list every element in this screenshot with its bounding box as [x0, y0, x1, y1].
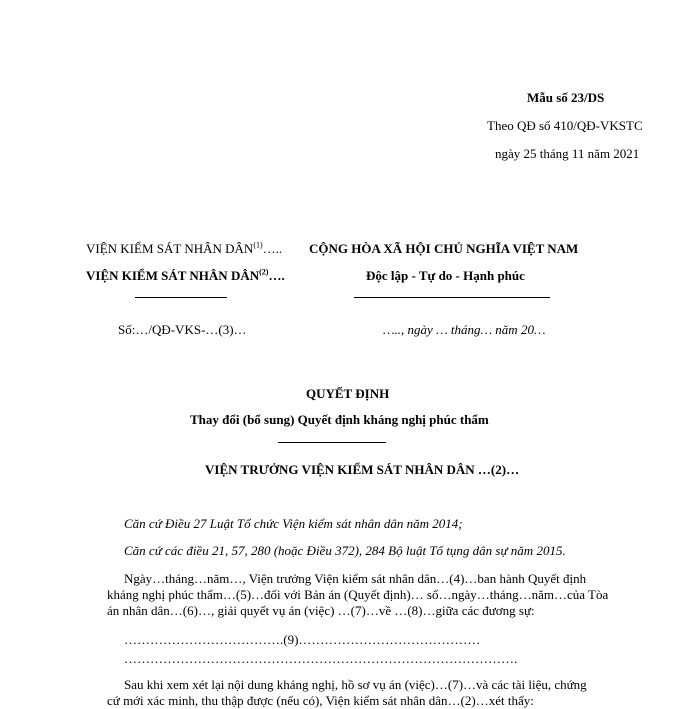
paragraph-1-line-2: kháng nghị phúc thẩm…(5)…đối với Bản án (Quyết định)… số…ngày…tháng…năm…của Tòa: [107, 587, 609, 602]
legal-basis-1: Căn cứ Điều 27 Luật Tổ chức Viện kiểm sát nhân dân năm 2014;: [124, 516, 463, 531]
document-number: Số:…/QĐ-VKS-…(3)…: [118, 322, 247, 337]
right-header-rule: [354, 297, 550, 298]
authority-heading: VIỆN TRƯỞNG VIỆN KIỂM SÁT NHÂN DÂN …(2)…: [205, 462, 520, 477]
legal-basis-2: Căn cứ các điều 21, 57, 280 (hoặc Điều 372), 284 Bộ luật Tố tụng dân sự năm 2015.: [124, 543, 566, 558]
decision-date: ngày 25 tháng 11 năm 2021: [495, 146, 640, 161]
agency-2-dots: ….: [268, 268, 285, 283]
agency-line-2: [86, 268, 285, 284]
paragraph-1-line-1: Ngày…tháng…năm…, Viện trưởng Viện kiểm sát nhân dân…(4)…ban hành Quyết định: [124, 571, 587, 586]
party-dots-line-1: ……………………………….(9)……………………………………: [124, 632, 481, 647]
agency-line-1: [86, 241, 282, 257]
agency-2-footnote: (2): [259, 267, 269, 277]
decision-subtitle: Thay đổi (bổ sung) Quyết định kháng nghị phúc thẩm: [190, 412, 489, 427]
paragraph-1-line-3: án nhân dân…(6)…, giải quyết vụ án (việc) …(7)…về …(8)…giữa các đương sự:: [107, 603, 535, 618]
agency-1-dots: …..: [262, 241, 283, 256]
paragraph-2-line-2: cứ mới xác minh, thu thập được (nếu có), Viện kiểm sát nhân dân…(2)…xét thấy:: [107, 693, 534, 708]
paragraph-2-line-1: Sau khi xem xét lại nội dung kháng nghị, hồ sơ vụ án (việc)…(7)…và các tài liệu, chứng: [124, 677, 587, 692]
place-date: ….., ngày … tháng… năm 20…: [383, 322, 546, 337]
agency-1-name: VIỆN KIỂM SÁT NHÂN DÂN: [86, 241, 254, 256]
party-dots-line-2: ……………………………………………………………………………….: [124, 651, 518, 666]
agency-2-name: VIỆN KIỂM SÁT NHÂN DÂN: [86, 268, 260, 283]
decision-title: QUYẾT ĐỊNH: [306, 386, 390, 401]
title-rule: [278, 442, 386, 443]
form-number: Mẫu số 23/DS: [527, 90, 605, 105]
country-name: CỘNG HÒA XÃ HỘI CHỦ NGHĨA VIỆT NAM: [309, 241, 579, 256]
decision-reference: Theo QĐ số 410/QĐ-VKSTC: [487, 118, 643, 133]
left-header-rule: [135, 297, 227, 298]
agency-1-footnote: (1): [253, 240, 263, 250]
national-motto: Độc lập - Tự do - Hạnh phúc: [366, 268, 525, 283]
